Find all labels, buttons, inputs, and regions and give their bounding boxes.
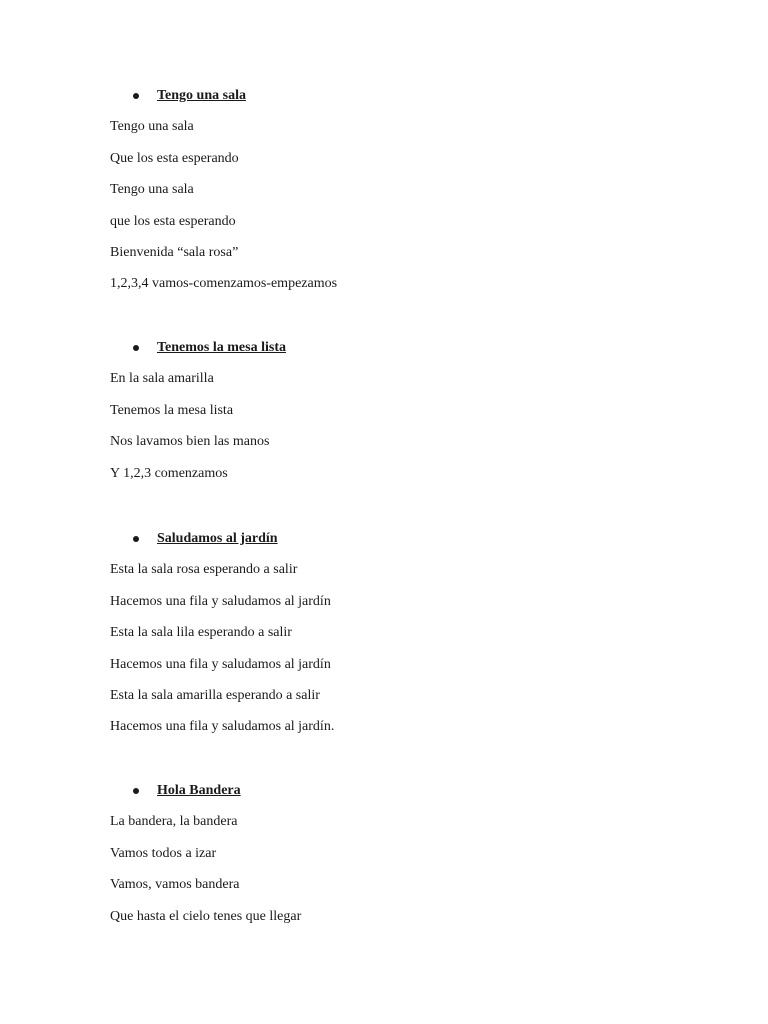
song-title: Tengo una sala: [157, 88, 246, 103]
lyric-line: Vamos, vamos bandera: [110, 877, 240, 893]
lyric-line: Esta la sala lila esperando a salir: [110, 625, 292, 641]
song-section-tenemos-la-mesa-lista: [110, 338, 710, 484]
song-section-saludamos-al-jardin: [110, 529, 710, 737]
lyric-line: Hacemos una fila y saludamos al jardín: [110, 656, 331, 672]
bullet-icon: [133, 788, 139, 794]
lyric-line: que los esta esperando: [110, 213, 236, 229]
lyric-line: Y 1,2,3 comenzamos: [110, 465, 228, 481]
song-heading: [133, 781, 710, 801]
lyric-line: Esta la sala rosa esperando a salir: [110, 562, 298, 578]
lyric-line: Hacemos una fila y saludamos al jardín.: [110, 719, 335, 735]
song-title: Saludamos al jardín: [157, 531, 278, 546]
lyric-line: Que los esta esperando: [110, 150, 239, 166]
lyric-line: Nos lavamos bien las manos: [110, 434, 270, 450]
song-title: Tenemos la mesa lista: [157, 340, 286, 355]
song-section-hola-bandera: [110, 781, 710, 927]
bullet-icon: [133, 345, 139, 351]
lyric-line: La bandera, la bandera: [110, 814, 238, 830]
lyric-line: Tengo una sala: [110, 182, 194, 198]
lyric-line: Tenemos la mesa lista: [110, 402, 234, 418]
bullet-icon: [133, 536, 139, 542]
song-title: Hola Bandera: [157, 783, 241, 798]
lyric-line: Hacemos una fila y saludamos al jardín: [110, 593, 331, 609]
lyric-line: Esta la sala amarilla esperando a salir: [110, 687, 320, 703]
song-heading: [133, 338, 710, 358]
song-heading: [133, 86, 710, 106]
lyric-line: Que hasta el cielo tenes que llegar: [110, 908, 302, 924]
lyric-line: Bienvenida “sala rosa”: [110, 244, 239, 260]
lyric-line: Vamos todos a izar: [110, 845, 217, 861]
lyric-line: 1,2,3,4 vamos-comenzamos-empezamos: [110, 276, 338, 292]
lyric-line: En la sala amarilla: [110, 371, 214, 387]
song-section-tengo-una-sala: [110, 86, 710, 294]
lyric-line: Tengo una sala: [110, 119, 194, 135]
bullet-icon: [133, 93, 139, 99]
song-heading: [133, 529, 710, 549]
